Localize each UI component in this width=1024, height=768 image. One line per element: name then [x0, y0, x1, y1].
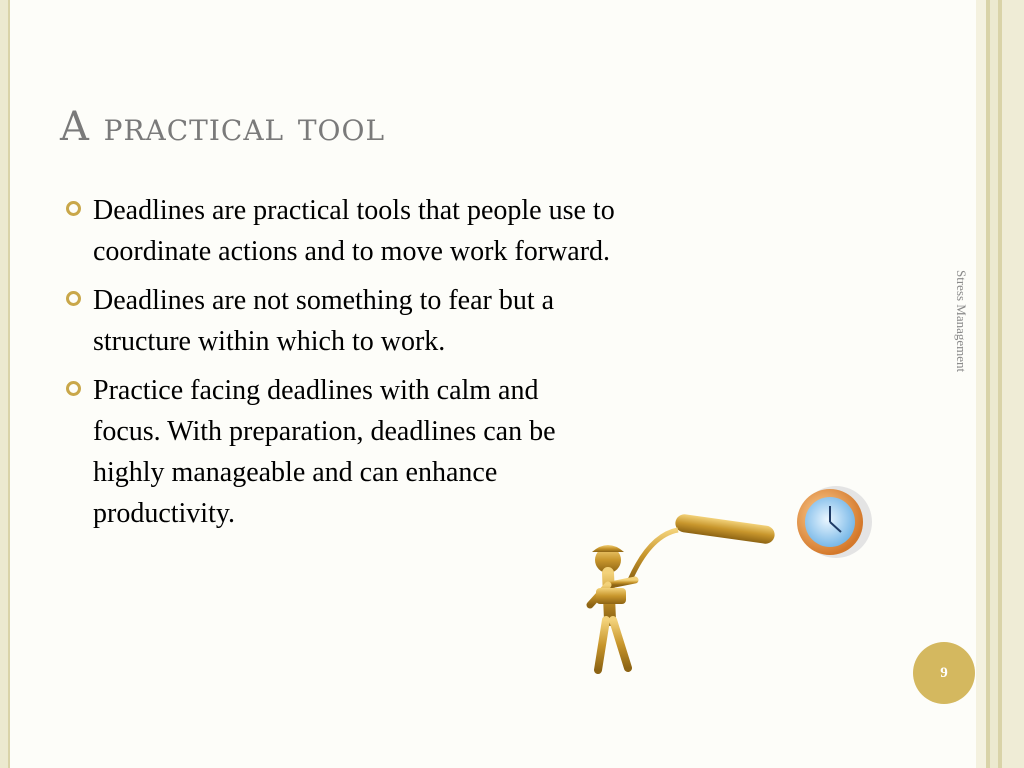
right-border: [976, 0, 1024, 768]
slide-title: A practical tool: [60, 104, 386, 150]
left-border: [0, 0, 10, 768]
bullet-text: Deadlines are not something to fear but a structure within which to work.: [93, 285, 555, 357]
bullet-text: Practice facing deadlines with calm and focus. With preparation, deadlines can be highly manageable and can enhance productivity.: [93, 375, 556, 529]
bullet-circle-icon: [66, 381, 81, 396]
side-label: Stress Management: [954, 270, 969, 373]
bullet-text: Deadlines are practical tools that people use to coordinate actions and to move work forward.: [93, 195, 615, 267]
bullet-item: [66, 190, 626, 272]
bullet-circle-icon: [66, 201, 81, 216]
page-number-badge: 9: [913, 642, 975, 704]
bullet-item: [66, 280, 626, 362]
bullet-list: [66, 190, 626, 542]
gold-figure-pushing-clock-icon: [580, 480, 880, 680]
bullet-circle-icon: [66, 291, 81, 306]
bullet-item: [66, 370, 573, 534]
